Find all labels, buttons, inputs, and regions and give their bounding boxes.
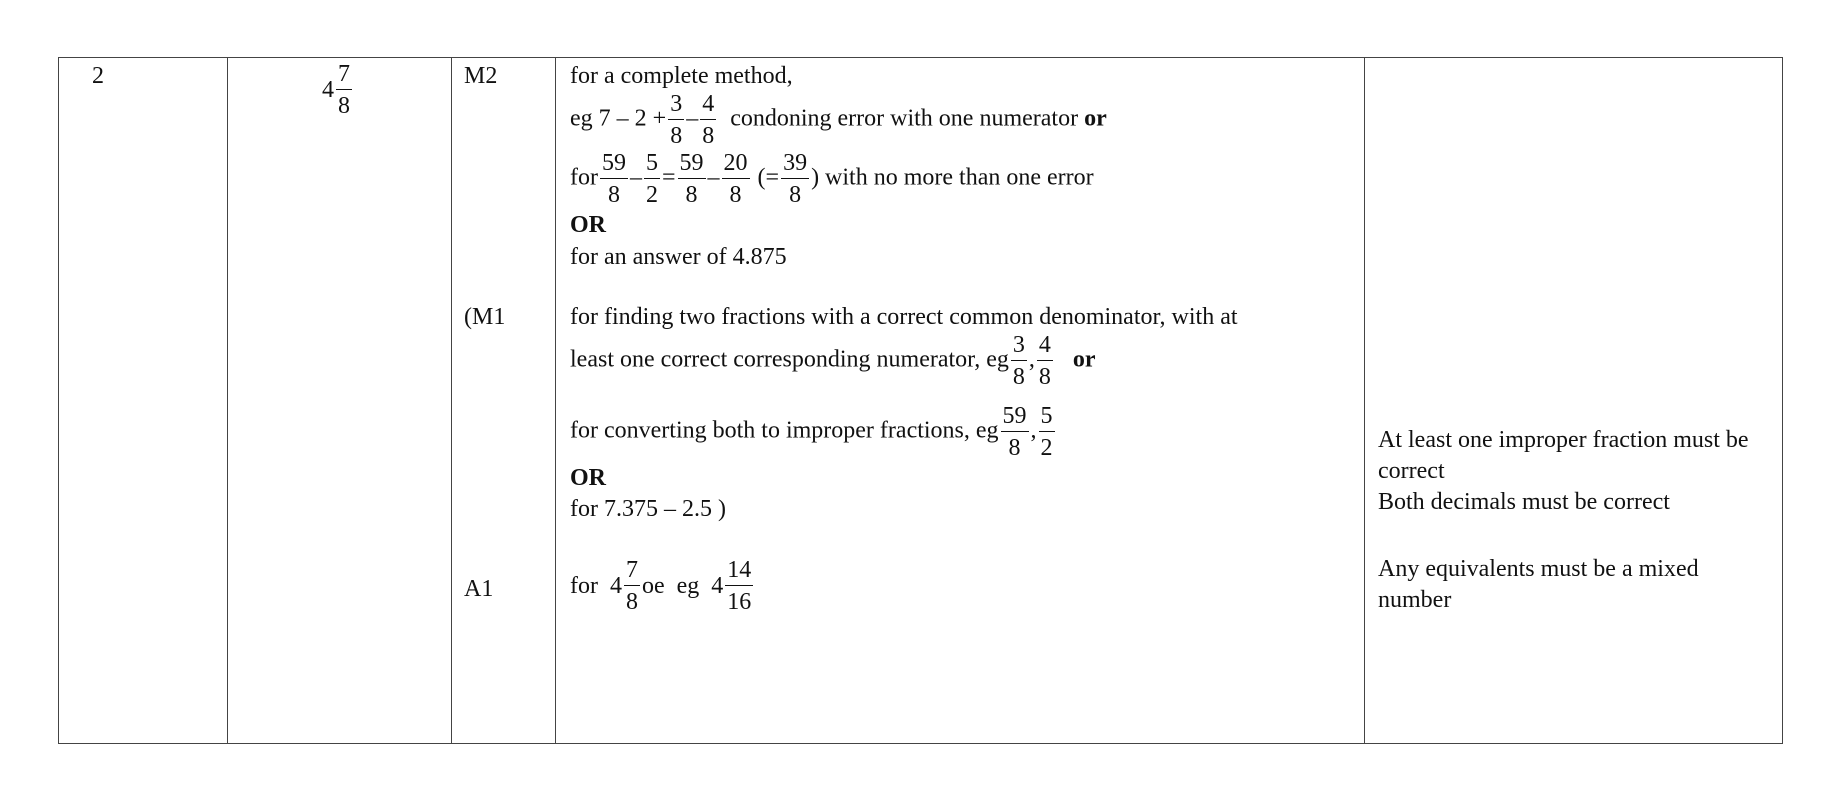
a1-line: for 4 $\frac{7}{8}$ oe eg 4 $\frac{14}{16}$ <box>570 557 752 615</box>
note-m1: At least one improper fraction must be correct Both decimals must be correct <box>1378 427 1749 515</box>
mark-a1: A1 <box>464 576 494 602</box>
column-divider <box>227 58 228 743</box>
column-divider <box>555 58 556 743</box>
m2-line-2: eg 7 – 2 + $\frac{3}{8}$ – $\frac{4}{8}$ condoning error with one numerator or <box>570 91 1107 149</box>
m2-line-3: for $\frac{59}{8}$ – $\frac{5}{2}$ = $\frac{59}{8}$ – $\frac{20}{8}$ (= $\frac{39}{8}$ ) with no more than one error <box>570 150 1094 208</box>
column-divider <box>1364 58 1365 743</box>
answer-cell <box>322 62 354 118</box>
m1-line-5: for 7.375 – 2.5 ) <box>570 496 726 522</box>
m1-line-2: least one correct corresponding numerator, eg $\frac{3}{8}$ , $\frac{4}{8}$ or <box>570 332 1096 390</box>
m2-line-5: for an answer of 4.875 <box>570 244 787 270</box>
m1-line-3: for converting both to improper fractions, eg $\frac{59}{8}$ , $\frac{5}{2}$ <box>570 403 1053 461</box>
m1-line-1: for finding two fractions with a correct common denominator, with at <box>570 304 1238 330</box>
mark-m1: (M1 <box>464 304 506 330</box>
column-divider <box>451 58 452 743</box>
m2-or: OR <box>570 212 606 238</box>
question-number: 2 <box>92 63 104 89</box>
answer-fraction: $\frac{7}{8}$ <box>338 61 350 119</box>
note-a1: Any equivalents must be a mixed number <box>1378 556 1699 613</box>
m2-line-1: for a complete method, <box>570 63 793 89</box>
answer-whole: 4 <box>322 77 334 103</box>
m1-or: OR <box>570 465 606 491</box>
mark-m2: M2 <box>464 63 498 89</box>
